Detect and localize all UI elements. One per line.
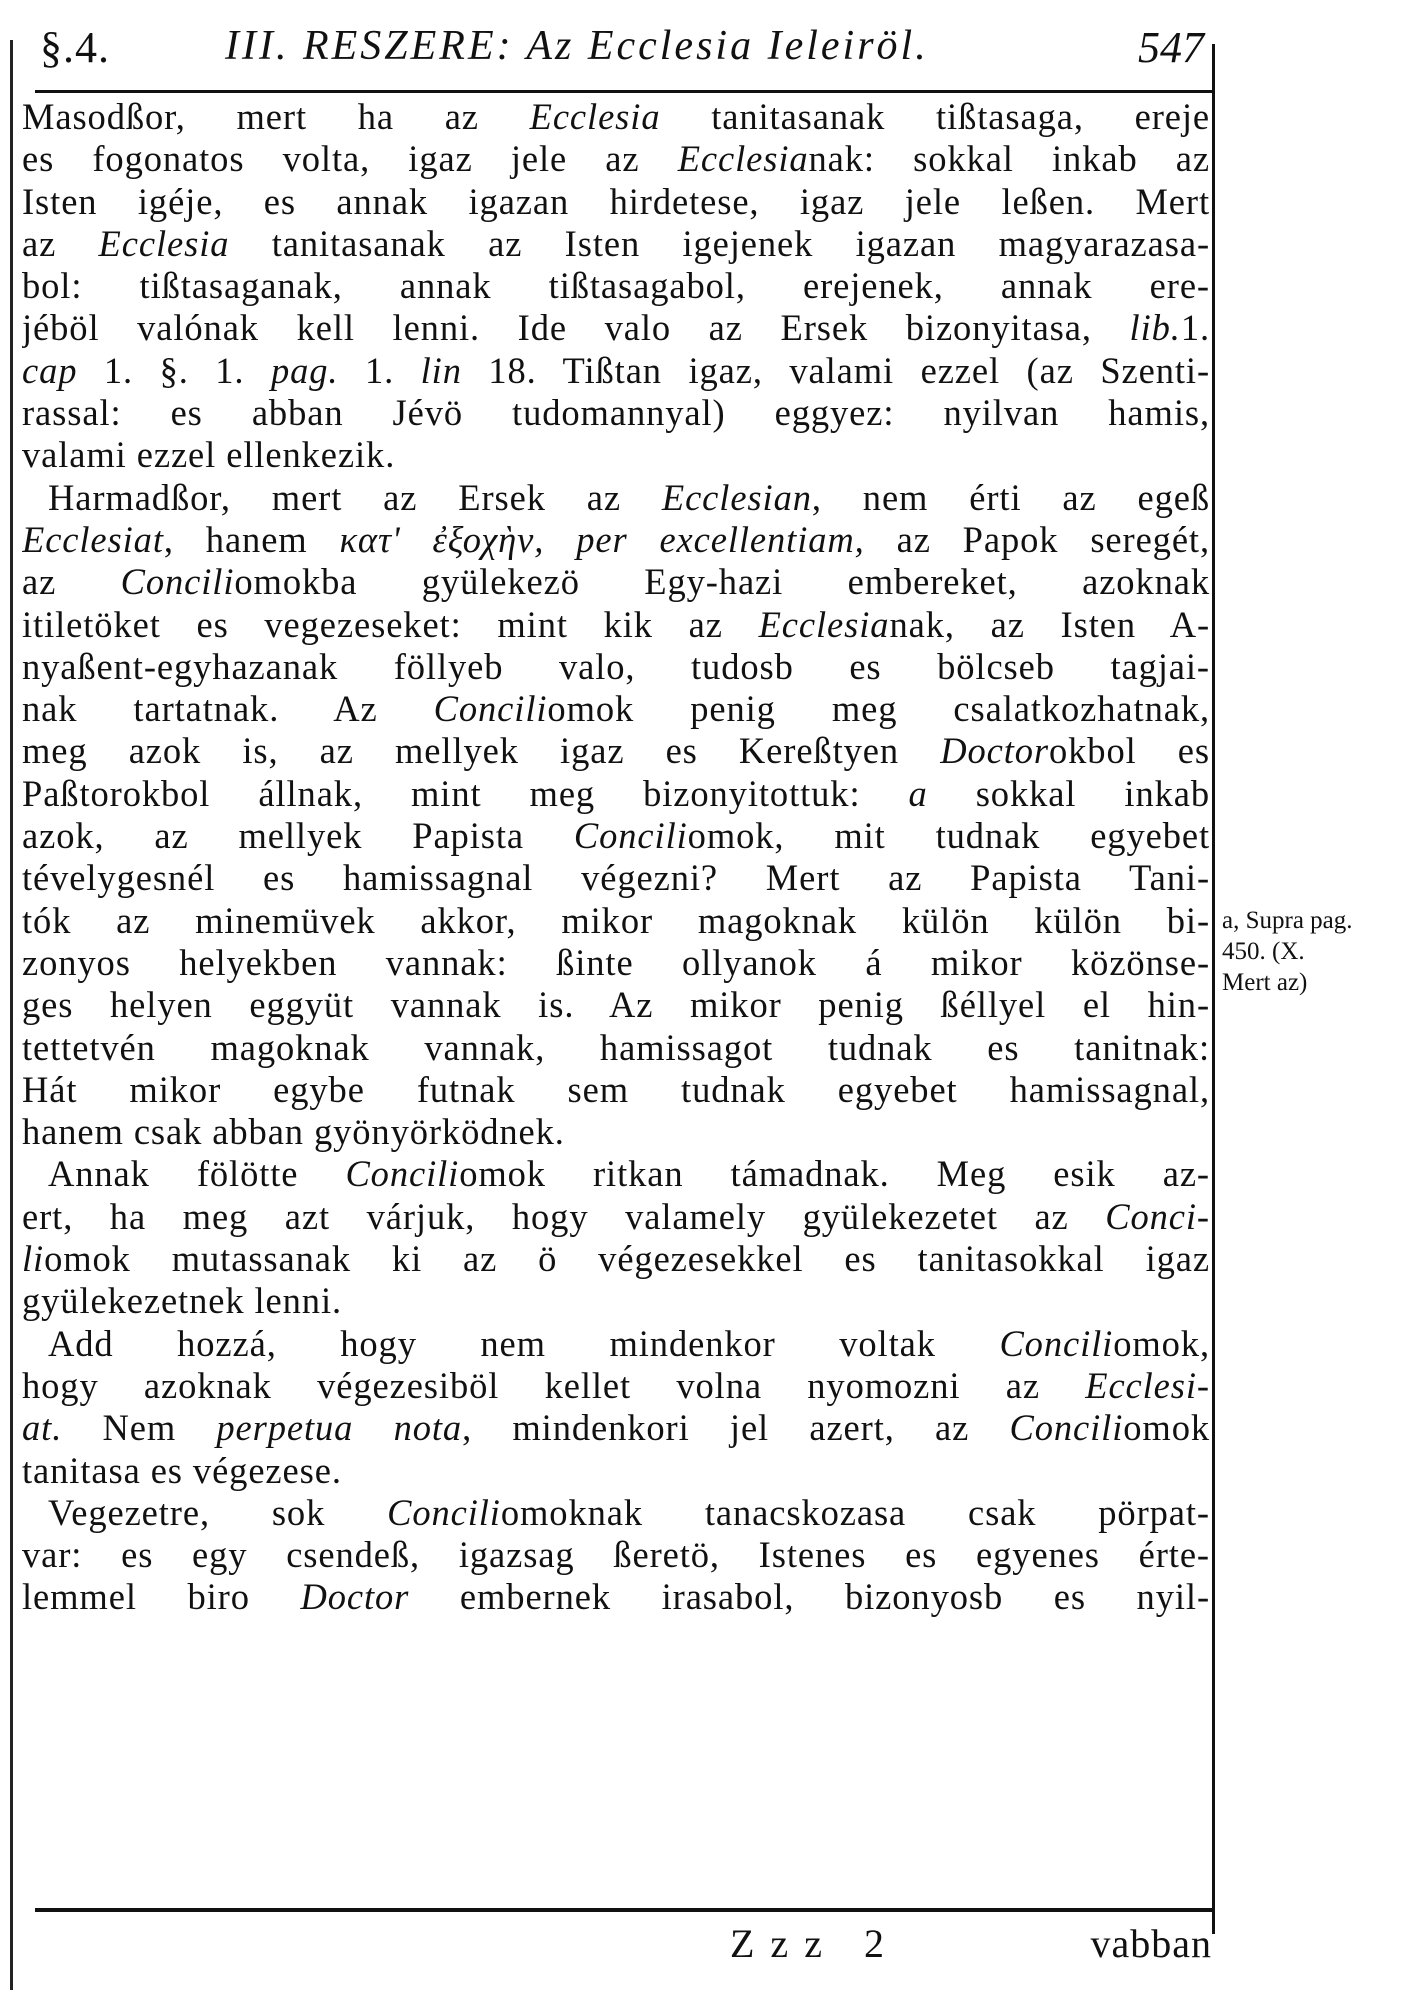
italic-text: li: [22, 1238, 45, 1280]
text-run: Nem: [62, 1407, 217, 1449]
text-run: tanitasa es végezese.: [22, 1449, 342, 1491]
margin-note-line: a, Supra pag.: [1222, 907, 1353, 934]
text-run: nak tartatnak. Az: [22, 688, 434, 730]
text-run: embernek irasabol, bizonyosb es nyil-: [409, 1576, 1210, 1618]
running-header: [40, 20, 1210, 82]
italic-text: lib.: [1129, 307, 1181, 349]
binding-edge: [10, 40, 13, 1990]
text-line: [22, 434, 1210, 476]
text-line: [22, 223, 1210, 265]
text-run: Annak fölötte: [48, 1153, 346, 1195]
italic-text: Ecclesia: [529, 96, 661, 137]
text-run: zonyos helyekben vannak: ßinte ollyanok á mikor közönse-: [22, 941, 1210, 983]
italic-text: Ecclesi-: [1085, 1364, 1210, 1406]
italic-text: κατ' ἐξοχὴν, per excellentiam,: [339, 518, 865, 560]
italic-text: Concili: [573, 815, 688, 857]
text-run: omok, mit tudnak egyebet: [687, 815, 1210, 857]
page-number: 547: [1138, 23, 1204, 72]
text-line: [22, 815, 1210, 857]
text-run: omokba gyülekezö Egy-hazi embereket, azoknak: [234, 561, 1210, 603]
text-run: rassal: es abban Jévö tudomannyal) eggyez: nyilvan hamis,: [22, 392, 1210, 434]
italic-text: lin: [420, 349, 462, 391]
text-line: [22, 1027, 1210, 1069]
text-line: [22, 900, 1210, 942]
margin-note: [1222, 905, 1412, 998]
text-run: , hanem: [163, 518, 340, 560]
text-line: [22, 1407, 1210, 1449]
text-run: itiletöket es vegezeseket: mint kik az: [22, 603, 759, 645]
text-run: hanem csak abban gyönyörködnek.: [22, 1111, 565, 1153]
text-line: [22, 1280, 1210, 1322]
text-run: omok mutassanak ki az ö végezesekkel es tanitasokkal igaz: [44, 1238, 1210, 1280]
text-line: [22, 646, 1210, 688]
text-run: omok ritkan támadnak. Meg esik az-: [459, 1153, 1210, 1195]
page-footer: [40, 1920, 1212, 1980]
text-run: meg azok is, az mellyek igaz es Kereßtyen: [22, 730, 941, 772]
italic-text: at.: [22, 1407, 63, 1449]
italic-text: Doctor: [940, 730, 1049, 772]
text-line: [22, 138, 1210, 180]
column-rule: [1212, 44, 1215, 1934]
text-line: [22, 181, 1210, 223]
text-run: ert, ha meg azt várjuk, hogy valamely gyülekezetet az: [22, 1195, 1106, 1237]
italic-text: Ecclesian: [661, 476, 812, 518]
text-run: tanitasanak tißtasaga, ereje: [660, 96, 1210, 137]
catchword: vabban: [1090, 1921, 1212, 1966]
italic-text: Ecclesia: [677, 138, 809, 180]
text-run: azok, az mellyek Papista: [22, 815, 574, 857]
italic-text: Ecclesia: [758, 603, 890, 645]
italic-text: Ecclesia: [98, 222, 230, 264]
text-line: [22, 688, 1210, 730]
text-run: nak, az Isten A-: [889, 603, 1210, 645]
text-run: tévelygesnél es hamissagnal végezni? Mert az Papista Tani-: [22, 857, 1210, 899]
text-run: az: [22, 561, 121, 603]
italic-text: cap: [22, 349, 78, 391]
text-line: [22, 773, 1210, 815]
signature-mark: Zzz 2: [730, 1921, 900, 1966]
text-run: nak: sokkal inkab az: [808, 138, 1210, 180]
text-line: [22, 1069, 1210, 1111]
text-run: sokkal inkab: [927, 772, 1210, 814]
text-line: [22, 392, 1210, 434]
text-run: Vegezetre, sok: [48, 1491, 388, 1533]
italic-text: Concili: [1009, 1407, 1124, 1449]
italic-text: Concili: [999, 1322, 1114, 1364]
text-run: Paßtorokbol állnak, mint meg bizonyitottuk:: [22, 772, 909, 814]
text-line: [22, 984, 1210, 1026]
text-line: [22, 604, 1210, 646]
italic-text: Conci-: [1105, 1195, 1210, 1237]
text-run: omok,: [1113, 1322, 1210, 1364]
text-run: var: es egy csendeß, igazsag ßeretö, Istenes es egyenes érte-: [22, 1534, 1210, 1576]
text-run: 1.: [338, 349, 421, 391]
text-run: jéböl valónak kell lenni. Ide valo az Ersek bizonyitasa,: [22, 307, 1130, 349]
section-number: §.4.: [40, 23, 110, 72]
text-line: [22, 942, 1210, 984]
text-run: nyaßent-egyhazanak föllyeb valo, tudosb es bölcseb tagjai-: [22, 645, 1210, 687]
text-line: [22, 1492, 1210, 1534]
text-run: omoknak tanacskozasa csak pörpat-: [500, 1491, 1210, 1533]
text-run: Add hozzá, hogy nem mindenkor voltak: [48, 1322, 1000, 1364]
text-run: Isten igéje, es annak igazan hirdetese, igaz jele leßen. Mert: [22, 180, 1210, 222]
italic-text: Concili: [433, 688, 548, 730]
text-run: lemmel biro: [22, 1576, 301, 1618]
text-line: [22, 1153, 1210, 1195]
text-run: 1.: [1180, 307, 1210, 349]
text-line: [22, 1111, 1210, 1153]
text-line: [22, 857, 1210, 899]
text-line: [22, 1576, 1210, 1618]
margin-note-line: Mert az): [1222, 969, 1308, 996]
text-run: tettetvén magoknak vannak, hamissagot tudnak es tanitnak:: [22, 1026, 1210, 1068]
text-line: [22, 730, 1210, 772]
text-run: Harmadßor, mert az Ersek az: [48, 476, 662, 518]
text-run: Hát mikor egybe futnak sem tudnak egyebet hamissagnal,: [22, 1068, 1210, 1110]
text-run: okbol es: [1049, 730, 1210, 772]
text-run: 1. §. 1.: [77, 349, 271, 391]
text-line: [22, 307, 1210, 349]
text-run: 18. Tißtan igaz, valami ezzel (az Szenti-: [461, 349, 1210, 391]
margin-note-line: 450. (X.: [1222, 938, 1305, 965]
text-run: valami ezzel ellenkezik.: [22, 434, 396, 476]
text-line: [22, 1196, 1210, 1238]
text-run: omok penig meg csalatkozhatnak,: [547, 688, 1210, 730]
italic-text: Concili: [387, 1491, 501, 1533]
text-run: gyülekezetnek lenni.: [22, 1280, 343, 1322]
italic-text: Ecclesiat: [22, 518, 164, 560]
italic-text: Doctor: [300, 1576, 410, 1618]
text-line: [22, 1365, 1210, 1407]
footer-rule: [35, 1908, 1215, 1912]
header-rule: [35, 90, 1215, 93]
text-run: tanitasanak az Isten igejenek igazan magyarazasa-: [229, 222, 1210, 264]
text-line: [22, 96, 1210, 138]
text-line: [22, 561, 1210, 603]
text-run: az Papok seregét,: [864, 518, 1210, 560]
text-line: [22, 265, 1210, 307]
text-line: [22, 1450, 1210, 1492]
text-run: tók az minemüvek akkor, mikor magoknak külön külön bi-: [22, 899, 1210, 941]
text-run: , mindenkori jel azert, az: [462, 1407, 1010, 1449]
text-run: , nem érti az egeß: [811, 476, 1210, 518]
text-line: [22, 519, 1210, 561]
italic-text: Concili: [120, 561, 235, 603]
body-text: [22, 96, 1210, 1619]
text-line: [22, 1323, 1210, 1365]
text-line: [22, 1534, 1210, 1576]
text-line: [22, 350, 1210, 392]
italic-text: a: [908, 772, 928, 814]
text-run: ges helyen eggyüt vannak is. Az mikor penig ßéllyel el hin-: [22, 984, 1210, 1026]
italic-text: pag.: [270, 349, 339, 391]
running-title: III. RESZERE: Az Ecclesia Ieleiröl.: [225, 23, 929, 69]
text-line: [22, 477, 1210, 519]
text-run: az: [22, 222, 99, 264]
italic-text: perpetua nota: [216, 1407, 463, 1449]
text-run: Masodßor, mert ha az: [22, 96, 530, 137]
text-run: hogy azoknak végezesiböl kellet volna nyomozni az: [22, 1364, 1086, 1406]
text-run: es fogonatos volta, igaz jele az: [22, 138, 678, 180]
text-run: omok: [1123, 1407, 1210, 1449]
text-line: [22, 1238, 1210, 1280]
text-run: bol: tißtasaganak, annak tißtasagabol, erejenek, annak ere-: [22, 265, 1210, 307]
italic-text: Concili: [345, 1153, 460, 1195]
